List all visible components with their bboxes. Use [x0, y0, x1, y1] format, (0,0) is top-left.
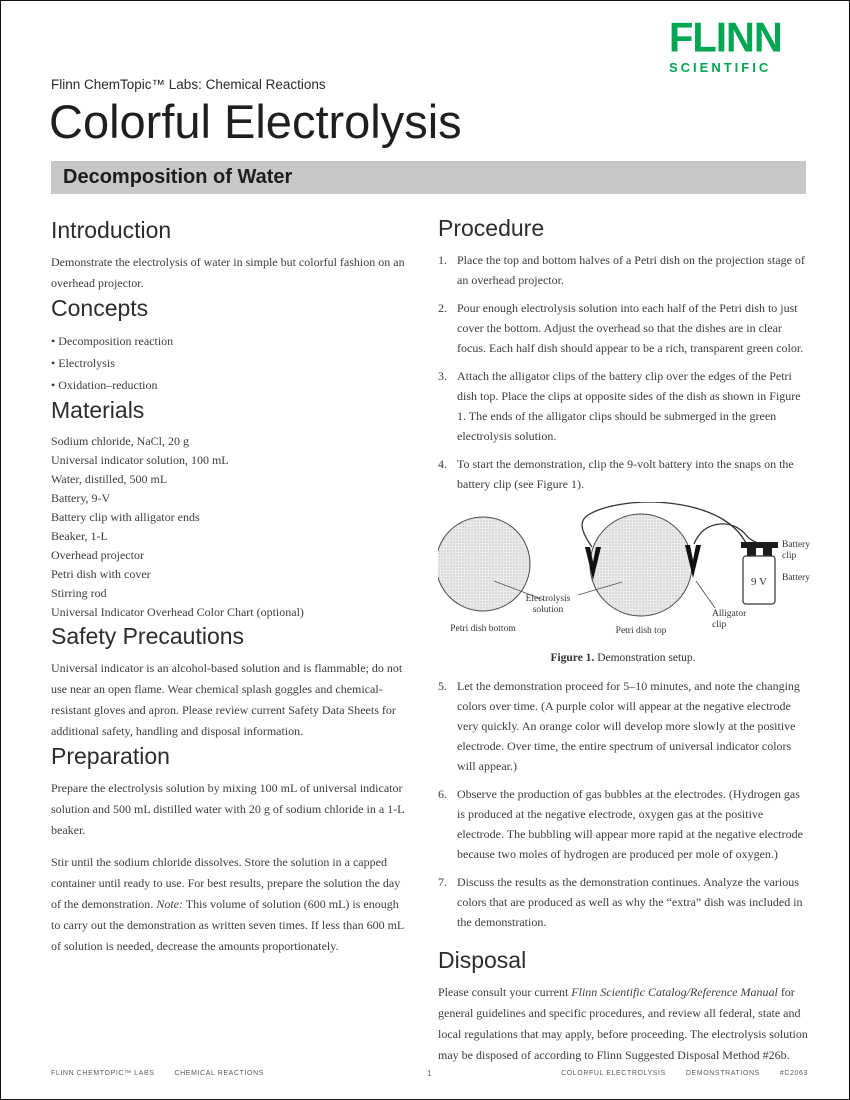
material-item: Sodium chloride, NaCl, 20 g	[51, 434, 189, 448]
material-item: Battery, 9-V	[51, 491, 111, 505]
step-number: 2.	[438, 301, 447, 315]
step-text: Place the top and bottom halves of a Petri dish on the projection stage of an overhead projector.	[457, 253, 805, 287]
step-text: To start the demonstration, clip the 9-volt battery into the snaps on the battery clip (see Figure 1).	[457, 457, 794, 491]
page-title: Colorful Electrolysis	[49, 95, 462, 148]
logo-scientific-text: SCIENTIFIC	[669, 60, 772, 75]
procedure-step	[438, 366, 808, 446]
material-item: Universal Indicator Overhead Color Chart (optional)	[51, 605, 304, 619]
figure-label-alligator-clip	[712, 609, 754, 630]
figure-label-electrolysis-line1: Electrolysis	[525, 594, 571, 604]
subtitle-banner	[51, 161, 806, 194]
right-column	[438, 214, 808, 1066]
procedure-step	[438, 872, 808, 932]
introduction-heading: Introduction	[51, 217, 172, 243]
footer-right-group	[561, 1070, 808, 1077]
figure-caption-label: Figure 1.	[550, 652, 595, 664]
preparation-paragraph-2-pre: Stir until the sodium chloride dissolves. Store the solution in a capped container until ready to use. For best results, prepare the solution the day of the demonstration.	[51, 855, 401, 911]
footer-doc-code: #C2063	[779, 1070, 808, 1077]
footer-left-group	[51, 1070, 264, 1077]
concept-item: • Oxidation–reduction	[51, 374, 411, 396]
figure-caption	[438, 652, 808, 664]
figure-caption-text: Demonstration setup.	[594, 652, 696, 664]
concepts-list	[51, 330, 411, 396]
note-label: Note:	[156, 897, 183, 911]
materials-heading: Materials	[51, 397, 145, 423]
material-item: Water, distilled, 500 mL	[51, 472, 168, 486]
disposal-body	[438, 982, 808, 1066]
figure-label-petri-dish-bottom: Petri dish bottom	[450, 624, 516, 634]
logo-flinn-text: FLINN	[669, 14, 782, 62]
step-number: 6.	[438, 787, 447, 801]
concept-item: • Decomposition reaction	[51, 330, 411, 352]
procedure-step	[438, 454, 808, 494]
safety-body: Universal indicator is an alcohol-based solution and is flammable; do not use near an open flame. Wear chemical splash goggles and chemical-resistant gloves and apron. Please review current Safety Data Sheets for additional safety, handling and disposal information.	[51, 661, 403, 738]
footer-series: FLINN CHEMTOPIC™ LABS	[51, 1070, 155, 1077]
material-item: Battery clip with alligator ends	[51, 510, 200, 524]
material-item: Petri dish with cover	[51, 567, 151, 581]
step-text: Pour enough electrolysis solution into each half of the Petri dish to just cover the bottom. Adjust the overhead so that the dishes are in clear focus. Each half dish should appear to be a rich, transparent green color.	[457, 301, 804, 355]
page-footer	[51, 1070, 808, 1077]
step-number: 7.	[438, 875, 447, 889]
procedure-heading: Procedure	[438, 215, 545, 241]
disposal-manual-title: Flinn Scientific Catalog/Reference Manual	[571, 985, 778, 999]
preparation-paragraph-2	[51, 852, 411, 957]
material-item: Stirring rod	[51, 586, 107, 600]
subtitle-banner-text: Decomposition of Water	[63, 166, 293, 188]
concepts-heading: Concepts	[51, 295, 149, 321]
figure-label-petri-dish-top: Petri dish top	[615, 626, 667, 636]
battery-voltage-label: 9 V	[751, 576, 767, 588]
figure-label-alligator-line1: Alligator	[712, 609, 747, 619]
disposal-heading: Disposal	[438, 947, 527, 973]
materials-list	[51, 432, 411, 622]
flinn-scientific-logo	[669, 14, 819, 75]
left-column	[51, 216, 411, 957]
footer-doc-title: COLORFUL ELECTROLYSIS	[561, 1070, 666, 1077]
step-text: Observe the production of gas bubbles at the electrodes. (Hydrogen gas is produced at the negative electrode, oxygen gas at the positive electrode. The bubbling will appear more rapid at the negative electrode because two moles of hydrogen are produced per mole of oxygen.)	[457, 787, 803, 861]
step-number: 3.	[438, 369, 447, 383]
procedure-step	[438, 784, 808, 864]
procedure-step	[438, 298, 808, 358]
figure-label-electrolysis-solution	[522, 594, 574, 615]
preparation-paragraph-2-post: This volume of solution (600 mL) is enough to carry out the demonstration as written seven times. If less than 600 mL of solution is needed, decrease the amounts proportionately.	[51, 897, 404, 953]
figure-label-electrolysis-line2: solution	[532, 604, 564, 615]
figure-label-alligator-line2: clip	[712, 619, 727, 630]
preparation-paragraph-1: Prepare the electrolysis solution by mixing 100 mL of universal indicator solution and 500 mL distilled water with 20 g of sodium chloride in a 1-L beaker.	[51, 781, 405, 837]
footer-topic: CHEMICAL REACTIONS	[174, 1070, 264, 1077]
preparation-heading: Preparation	[51, 743, 170, 769]
step-number: 1.	[438, 253, 447, 267]
battery-terminal-right	[763, 548, 772, 556]
step-text: Let the demonstration proceed for 5–10 minutes, and note the changing colors over time. (A purple color will appear at the negative electrode very quickly. An orange color will develop more slowly at the positive electrode. Over time, the entire spectrum of universal indicator colors will appear.)	[457, 679, 800, 773]
disposal-body-pre: Please consult your current	[438, 985, 572, 999]
battery-clip-bar	[741, 542, 778, 548]
step-number: 4.	[438, 457, 447, 471]
figure-label-battery-clip: Battery clip	[782, 540, 810, 561]
procedure-step	[438, 250, 808, 290]
introduction-body: Demonstrate the electrolysis of water in simple but colorful fashion on an overhead projector.	[51, 255, 405, 290]
series-eyebrow: Flinn ChemTopic™ Labs: Chemical Reactions	[51, 77, 326, 92]
footer-category: DEMONSTRATIONS	[685, 1070, 760, 1077]
petri-dish-bottom-shape	[438, 517, 530, 611]
step-number: 5.	[438, 679, 447, 693]
footer-page-number: 1	[426, 1069, 433, 1078]
procedure-step	[438, 676, 808, 776]
material-item: Beaker, 1-L	[51, 529, 108, 543]
step-text: Discuss the results as the demonstration continues. Analyze the various colors that are produced as well as why the “extra” dish was included in the demonstration.	[457, 875, 803, 929]
safety-heading: Safety Precautions	[51, 623, 245, 649]
figure-label-battery: Battery	[782, 573, 810, 583]
battery-terminal-left	[747, 548, 756, 556]
step-text: Attach the alligator clips of the battery clip over the edges of the Petri dish top. Place the clips at opposite sides of the dish as shown in Figure 1. The ends of the alligator clips should be submerged in the green electrolysis solution.	[457, 369, 801, 443]
petri-dish-top-shape	[590, 514, 692, 616]
disposal-body-post: for general guidelines and specific procedures, and review all federal, state and local regulations that may apply, before proceeding. The electrolysis solution may be disposed of according to Flinn Suggested Disposal Method #26b.	[438, 985, 808, 1062]
material-item: Universal indicator solution, 100 mL	[51, 453, 229, 467]
material-item: Overhead projector	[51, 548, 144, 562]
leader-line-alligator	[696, 581, 715, 608]
figure-1-diagram	[438, 502, 808, 650]
concept-item: • Electrolysis	[51, 352, 411, 374]
